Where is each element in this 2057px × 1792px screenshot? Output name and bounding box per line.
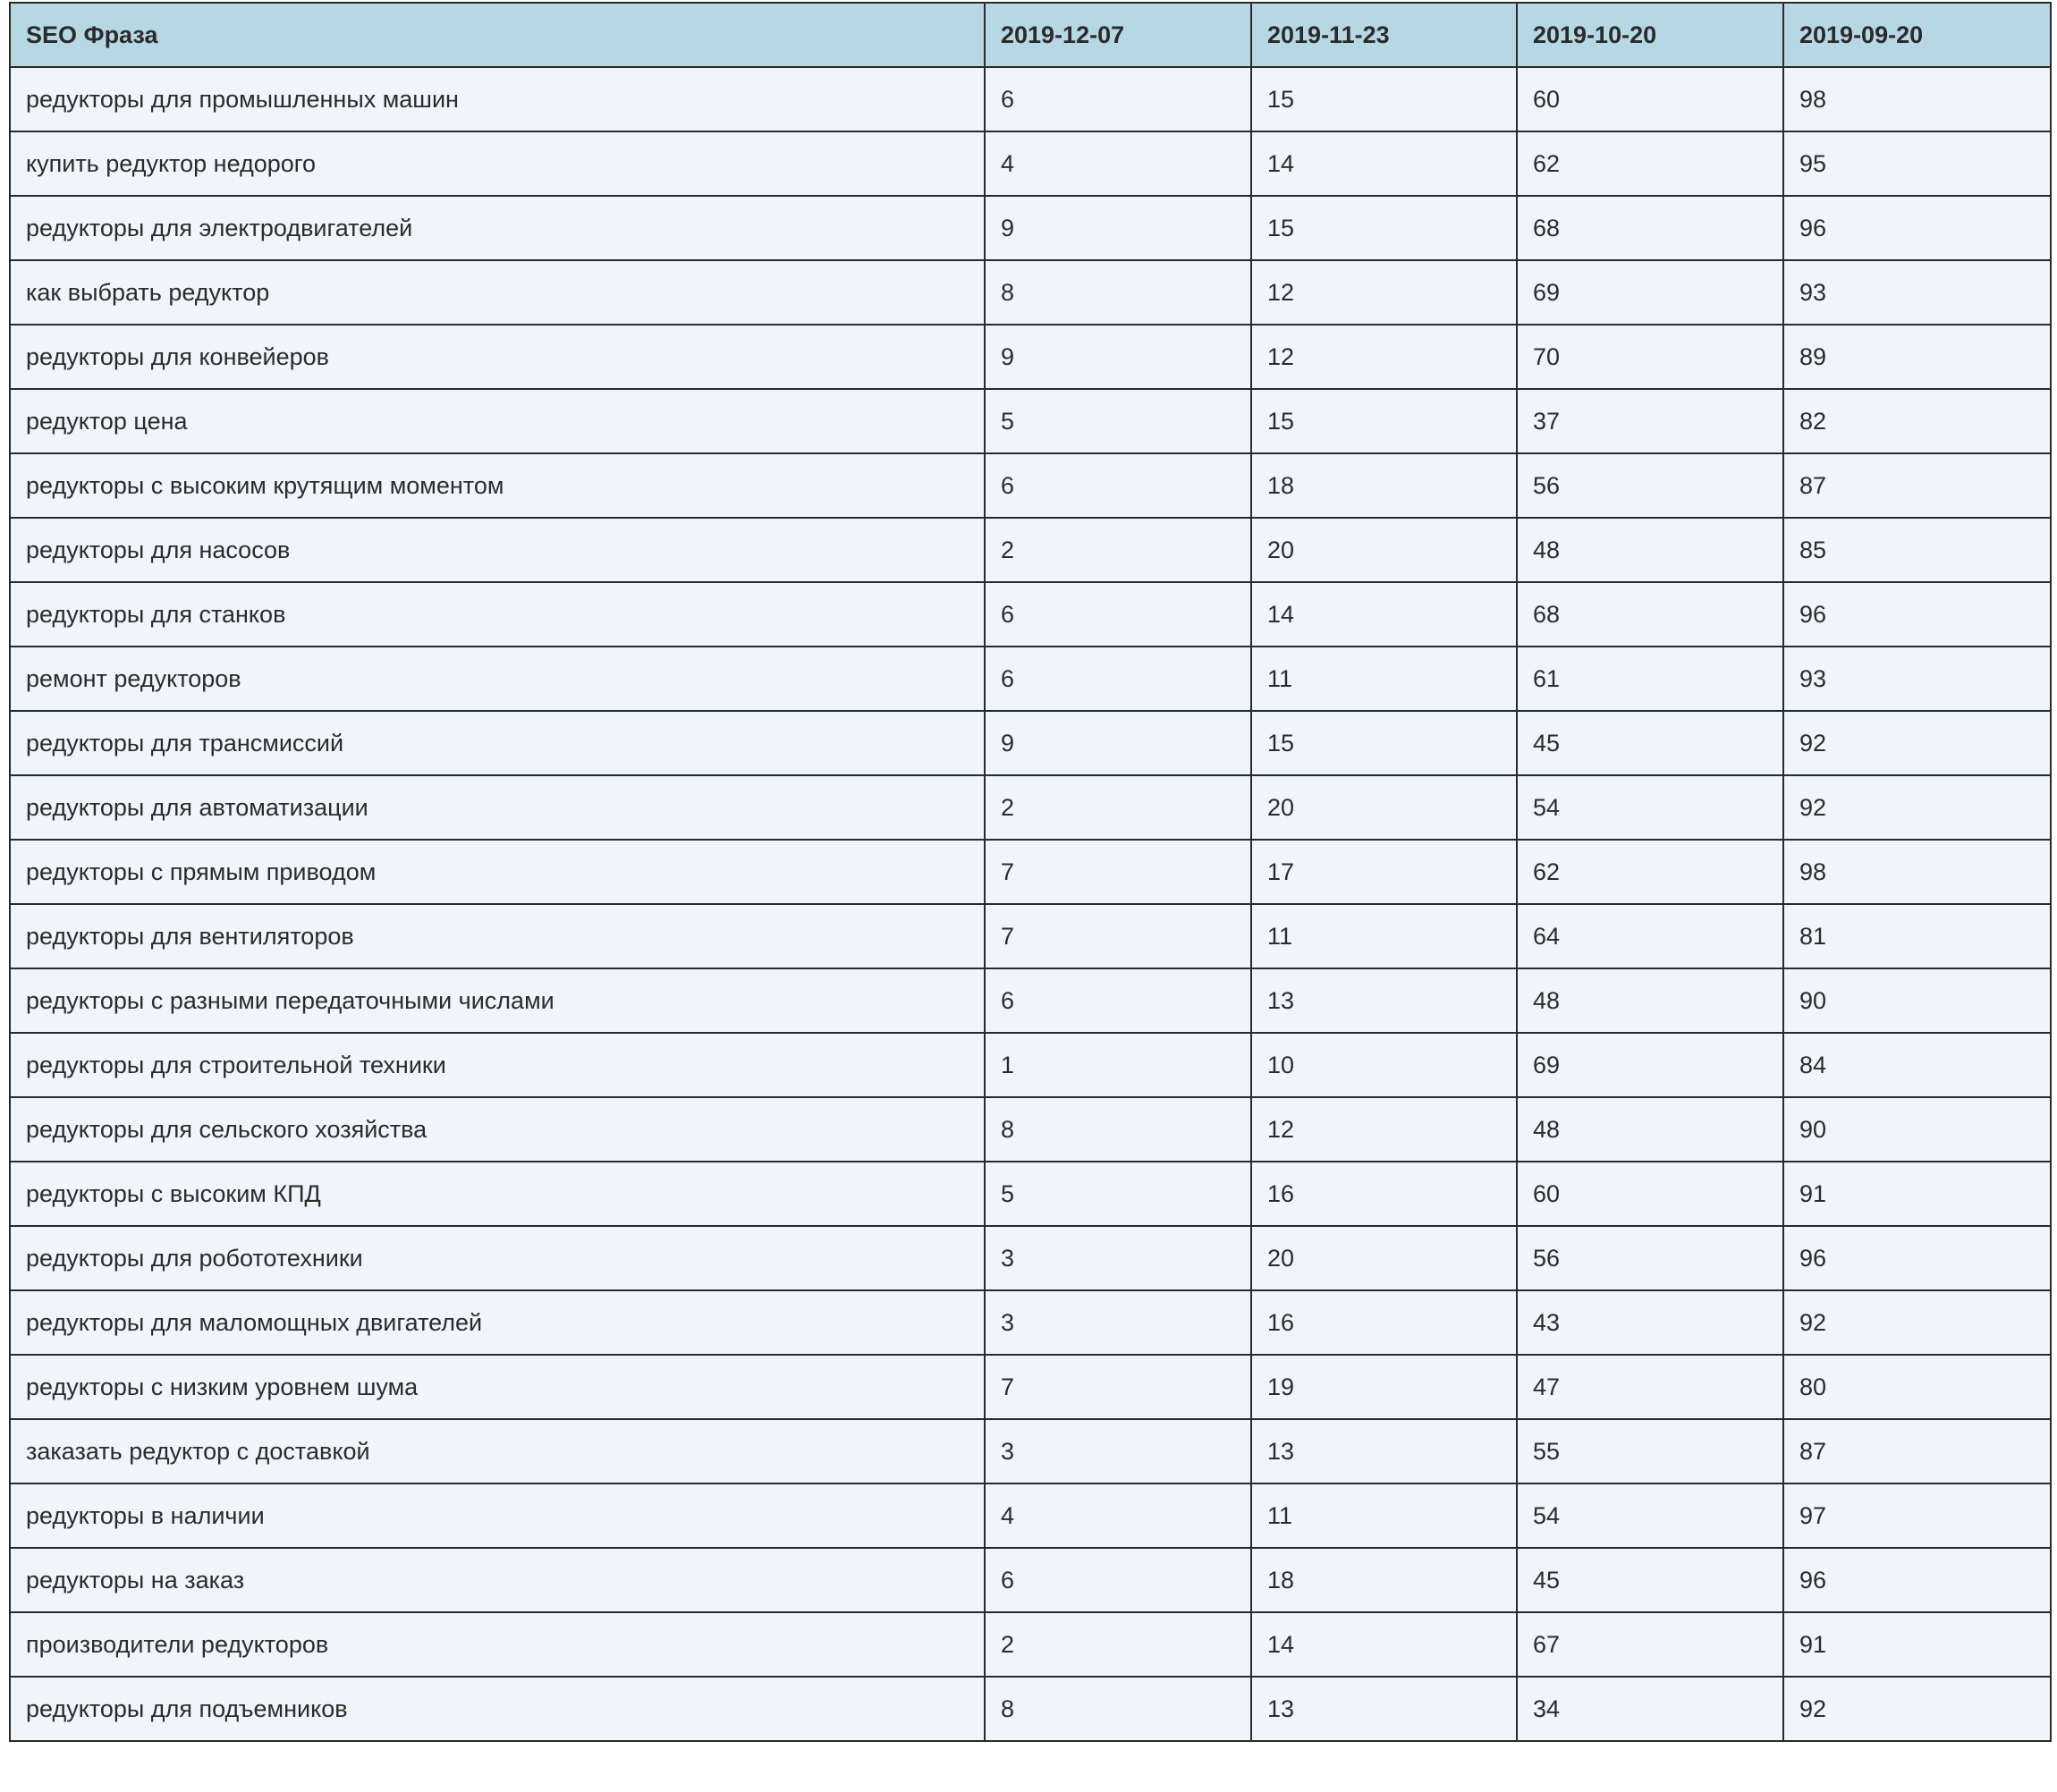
phrase-cell: редукторы с высоким КПД	[10, 1162, 985, 1226]
position-cell: 89	[1783, 325, 2051, 389]
position-cell: 54	[1517, 775, 1783, 840]
column-header-date: 2019-09-20	[1783, 3, 2051, 67]
position-cell: 93	[1783, 260, 2051, 325]
table-row	[10, 1612, 2051, 1677]
position-cell: 9	[985, 711, 1251, 775]
position-cell: 84	[1783, 1033, 2051, 1097]
position-cell: 6	[985, 453, 1251, 518]
position-cell: 11	[1251, 647, 1517, 711]
position-cell: 20	[1251, 518, 1517, 582]
position-cell: 9	[985, 325, 1251, 389]
header-row	[10, 3, 2051, 67]
position-cell: 60	[1517, 67, 1783, 131]
position-cell: 56	[1517, 1226, 1783, 1290]
position-cell: 12	[1251, 325, 1517, 389]
table-row	[10, 389, 2051, 453]
position-cell: 82	[1783, 389, 2051, 453]
table-row	[10, 1483, 2051, 1548]
position-cell: 92	[1783, 1677, 2051, 1741]
phrase-cell: редукторы для электродвигателей	[10, 196, 985, 260]
position-cell: 6	[985, 582, 1251, 647]
position-cell: 6	[985, 968, 1251, 1033]
phrase-cell: редукторы в наличии	[10, 1483, 985, 1548]
phrase-cell: редукторы с низким уровнем шума	[10, 1355, 985, 1419]
position-cell: 6	[985, 647, 1251, 711]
position-cell: 48	[1517, 518, 1783, 582]
phrase-cell: редукторы для автоматизации	[10, 775, 985, 840]
table-row	[10, 1677, 2051, 1741]
position-cell: 62	[1517, 131, 1783, 196]
position-cell: 48	[1517, 968, 1783, 1033]
position-cell: 20	[1251, 775, 1517, 840]
table-row	[10, 968, 2051, 1033]
position-cell: 1	[985, 1033, 1251, 1097]
position-cell: 55	[1517, 1419, 1783, 1483]
position-cell: 37	[1517, 389, 1783, 453]
position-cell: 69	[1517, 1033, 1783, 1097]
position-cell: 9	[985, 196, 1251, 260]
position-cell: 60	[1517, 1162, 1783, 1226]
table-row	[10, 904, 2051, 968]
phrase-cell: редукторы для трансмиссий	[10, 711, 985, 775]
position-cell: 87	[1783, 1419, 2051, 1483]
position-cell: 92	[1783, 711, 2051, 775]
position-cell: 5	[985, 389, 1251, 453]
position-cell: 92	[1783, 775, 2051, 840]
phrase-cell: редукторы для насосов	[10, 518, 985, 582]
position-cell: 15	[1251, 67, 1517, 131]
table-row	[10, 1548, 2051, 1612]
phrase-cell: ремонт редукторов	[10, 647, 985, 711]
position-cell: 6	[985, 67, 1251, 131]
position-cell: 16	[1251, 1290, 1517, 1355]
position-cell: 2	[985, 518, 1251, 582]
phrase-cell: редукторы для подъемников	[10, 1677, 985, 1741]
position-cell: 17	[1251, 840, 1517, 904]
position-cell: 98	[1783, 67, 2051, 131]
position-cell: 15	[1251, 389, 1517, 453]
position-cell: 13	[1251, 1677, 1517, 1741]
position-cell: 45	[1517, 1548, 1783, 1612]
position-cell: 92	[1783, 1290, 2051, 1355]
position-cell: 3	[985, 1419, 1251, 1483]
position-cell: 20	[1251, 1226, 1517, 1290]
table-row	[10, 518, 2051, 582]
position-cell: 18	[1251, 453, 1517, 518]
position-cell: 93	[1783, 647, 2051, 711]
table-row	[10, 260, 2051, 325]
position-cell: 54	[1517, 1483, 1783, 1548]
column-header-date: 2019-12-07	[985, 3, 1251, 67]
column-header-phrase: SEO Фраза	[10, 3, 985, 67]
position-cell: 96	[1783, 1226, 2051, 1290]
position-cell: 8	[985, 1097, 1251, 1162]
table-body	[10, 67, 2051, 1741]
position-cell: 85	[1783, 518, 2051, 582]
position-cell: 70	[1517, 325, 1783, 389]
table-row	[10, 647, 2051, 711]
table-row	[10, 131, 2051, 196]
position-cell: 98	[1783, 840, 2051, 904]
table-header	[10, 3, 2051, 67]
phrase-cell: редуктор цена	[10, 389, 985, 453]
position-cell: 91	[1783, 1162, 2051, 1226]
seo-positions-table-container	[9, 2, 2050, 1742]
phrase-cell: редукторы с прямым приводом	[10, 840, 985, 904]
position-cell: 67	[1517, 1612, 1783, 1677]
position-cell: 91	[1783, 1612, 2051, 1677]
column-header-date: 2019-11-23	[1251, 3, 1517, 67]
position-cell: 8	[985, 1677, 1251, 1741]
position-cell: 96	[1783, 196, 2051, 260]
position-cell: 3	[985, 1226, 1251, 1290]
phrase-cell: редукторы для строительной техники	[10, 1033, 985, 1097]
position-cell: 11	[1251, 1483, 1517, 1548]
table-row	[10, 711, 2051, 775]
column-header-date: 2019-10-20	[1517, 3, 1783, 67]
position-cell: 13	[1251, 968, 1517, 1033]
position-cell: 14	[1251, 131, 1517, 196]
table-row	[10, 1290, 2051, 1355]
position-cell: 2	[985, 1612, 1251, 1677]
table-row	[10, 196, 2051, 260]
position-cell: 87	[1783, 453, 2051, 518]
position-cell: 68	[1517, 196, 1783, 260]
table-row	[10, 775, 2051, 840]
table-row	[10, 1419, 2051, 1483]
table-row	[10, 1162, 2051, 1226]
table-row	[10, 325, 2051, 389]
position-cell: 8	[985, 260, 1251, 325]
position-cell: 4	[985, 131, 1251, 196]
phrase-cell: редукторы для вентиляторов	[10, 904, 985, 968]
position-cell: 12	[1251, 260, 1517, 325]
table-row	[10, 453, 2051, 518]
position-cell: 64	[1517, 904, 1783, 968]
position-cell: 61	[1517, 647, 1783, 711]
phrase-cell: производители редукторов	[10, 1612, 985, 1677]
position-cell: 62	[1517, 840, 1783, 904]
phrase-cell: редукторы с высоким крутящим моментом	[10, 453, 985, 518]
position-cell: 69	[1517, 260, 1783, 325]
phrase-cell: редукторы для станков	[10, 582, 985, 647]
table-row	[10, 67, 2051, 131]
position-cell: 2	[985, 775, 1251, 840]
position-cell: 45	[1517, 711, 1783, 775]
position-cell: 3	[985, 1290, 1251, 1355]
phrase-cell: редукторы на заказ	[10, 1548, 985, 1612]
phrase-cell: редукторы для маломощных двигателей	[10, 1290, 985, 1355]
position-cell: 14	[1251, 582, 1517, 647]
phrase-cell: купить редуктор недорого	[10, 131, 985, 196]
seo-positions-table	[9, 2, 2052, 1742]
position-cell: 48	[1517, 1097, 1783, 1162]
position-cell: 96	[1783, 582, 2051, 647]
phrase-cell: редукторы для сельского хозяйства	[10, 1097, 985, 1162]
position-cell: 13	[1251, 1419, 1517, 1483]
position-cell: 15	[1251, 711, 1517, 775]
position-cell: 81	[1783, 904, 2051, 968]
position-cell: 11	[1251, 904, 1517, 968]
position-cell: 14	[1251, 1612, 1517, 1677]
position-cell: 43	[1517, 1290, 1783, 1355]
position-cell: 95	[1783, 131, 2051, 196]
phrase-cell: как выбрать редуктор	[10, 260, 985, 325]
phrase-cell: редукторы для робототехники	[10, 1226, 985, 1290]
table-row	[10, 1226, 2051, 1290]
table-row	[10, 582, 2051, 647]
position-cell: 7	[985, 1355, 1251, 1419]
position-cell: 16	[1251, 1162, 1517, 1226]
table-row	[10, 840, 2051, 904]
phrase-cell: заказать редуктор с доставкой	[10, 1419, 985, 1483]
position-cell: 6	[985, 1548, 1251, 1612]
position-cell: 80	[1783, 1355, 2051, 1419]
position-cell: 4	[985, 1483, 1251, 1548]
position-cell: 18	[1251, 1548, 1517, 1612]
position-cell: 7	[985, 904, 1251, 968]
phrase-cell: редукторы с разными передаточными числами	[10, 968, 985, 1033]
position-cell: 12	[1251, 1097, 1517, 1162]
phrase-cell: редукторы для промышленных машин	[10, 67, 985, 131]
position-cell: 34	[1517, 1677, 1783, 1741]
position-cell: 96	[1783, 1548, 2051, 1612]
position-cell: 47	[1517, 1355, 1783, 1419]
position-cell: 7	[985, 840, 1251, 904]
position-cell: 97	[1783, 1483, 2051, 1548]
position-cell: 15	[1251, 196, 1517, 260]
table-row	[10, 1097, 2051, 1162]
position-cell: 56	[1517, 453, 1783, 518]
position-cell: 10	[1251, 1033, 1517, 1097]
table-row	[10, 1033, 2051, 1097]
table-row	[10, 1355, 2051, 1419]
position-cell: 90	[1783, 968, 2051, 1033]
phrase-cell: редукторы для конвейеров	[10, 325, 985, 389]
position-cell: 90	[1783, 1097, 2051, 1162]
position-cell: 5	[985, 1162, 1251, 1226]
position-cell: 68	[1517, 582, 1783, 647]
position-cell: 19	[1251, 1355, 1517, 1419]
